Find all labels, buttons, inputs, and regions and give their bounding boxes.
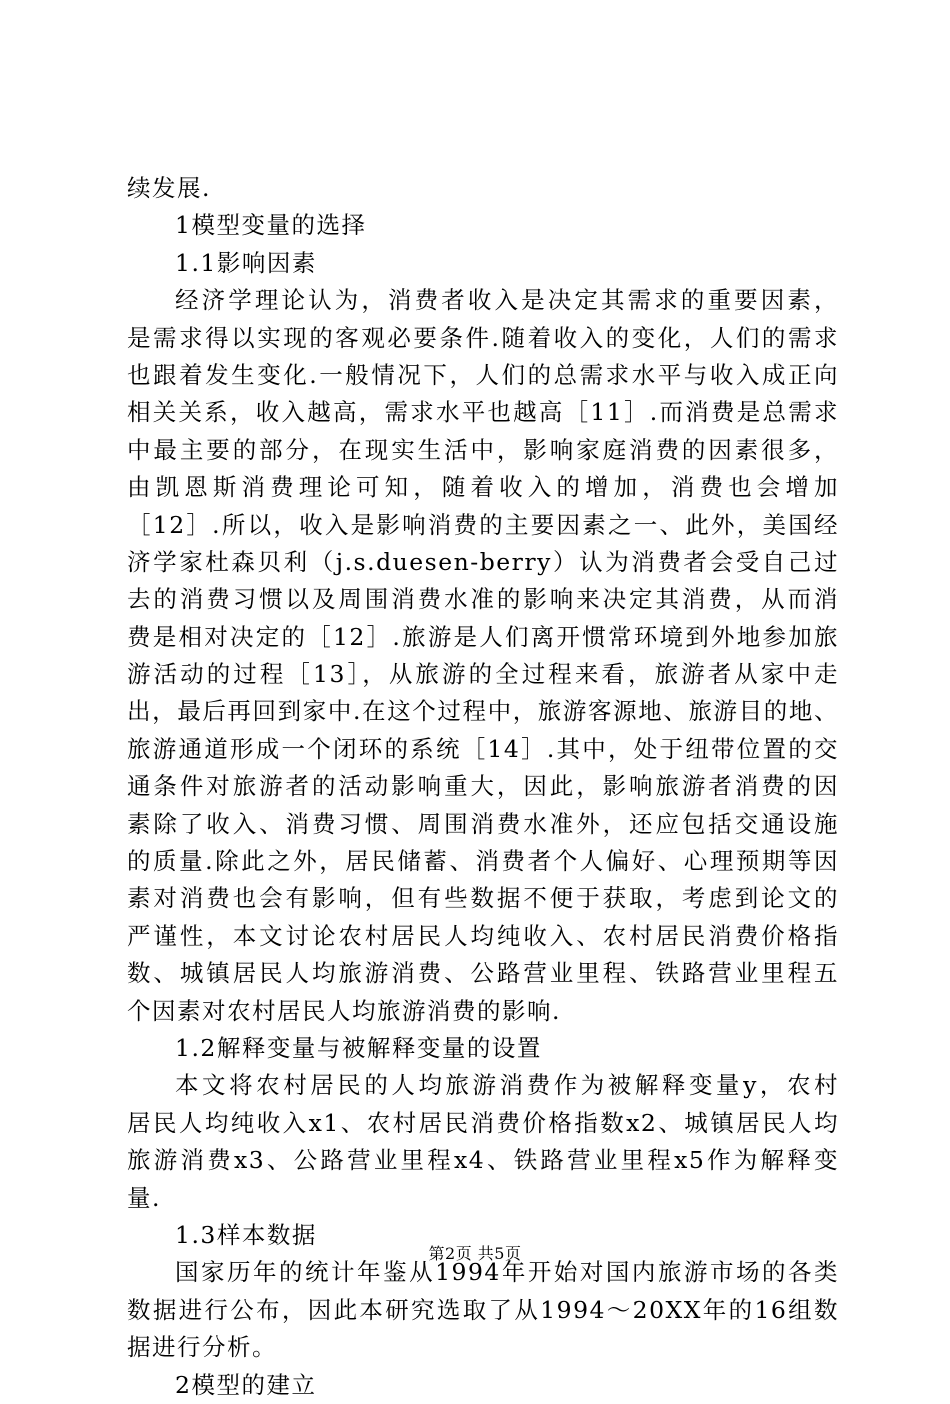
text-line: 出，最后再回到家中.在这个过程中，旅游客源地、旅游目的地、 xyxy=(127,697,839,726)
text-line: 中最主要的部分，在现实生活中，影响家庭消费的因素很多， xyxy=(127,435,839,464)
text-line: 居民人均纯收入x1、农村居民消费价格指数x2、城镇居民人均 xyxy=(127,1108,839,1137)
page-footer: 第2页 共5页 xyxy=(428,1244,522,1263)
text-line: 是需求得以实现的客观必要条件.随着收入的变化，人们的需求 xyxy=(127,323,839,352)
text-line: 量. xyxy=(127,1183,161,1212)
text-line: 通条件对旅游者的活动影响重大，因此，影响旅游者消费的因 xyxy=(127,772,839,801)
text-line: 数据进行公布，因此本研究选取了从1994～20XX年的16组数 xyxy=(127,1295,839,1324)
text-line: 济学家杜森贝利（j.s.duesen-berry）认为消费者会受自己过 xyxy=(127,547,839,576)
text-line: 游活动的过程［13］，从旅游的全过程来看，旅游者从家中走 xyxy=(127,660,839,689)
text-line: 1.2解释变量与被解释变量的设置 xyxy=(175,1033,542,1062)
text-line: 1.1影响因素 xyxy=(175,248,317,277)
text-line: 也跟着发生变化.一般情况下，人们的总需求水平与收入成正向 xyxy=(127,360,839,389)
text-line: 续发展. xyxy=(127,174,211,202)
text-line: 相关关系，收入越高，需求水平也越高［11］.而消费是总需求 xyxy=(127,398,839,427)
text-line: 经济学理论认为，消费者收入是决定其需求的重要因素， xyxy=(175,286,839,315)
text-line: 个因素对农村居民人均旅游消费的影响. xyxy=(127,996,561,1025)
text-line: 据进行分析。 xyxy=(127,1333,277,1362)
text-line: 旅游通道形成一个闭环的系统［14］.其中，处于纽带位置的交 xyxy=(127,734,839,763)
text-line: 1模型变量的选择 xyxy=(175,211,367,240)
text-line: 1.3样本数据 xyxy=(175,1220,317,1249)
text-line: 严谨性，本文讨论农村居民人均纯收入、农村居民消费价格指 xyxy=(127,921,839,950)
text-line: 的质量.除此之外，居民储蓄、消费者个人偏好、心理预期等因 xyxy=(127,847,839,876)
text-line: ［12］.所以，收入是影响消费的主要因素之一、此外，美国经 xyxy=(127,510,839,539)
body-text xyxy=(127,170,839,1404)
text-line: 费是相对决定的［12］.旅游是人们离开惯常环境到外地参加旅 xyxy=(127,622,839,651)
text-line: 素对消费也会有影响，但有些数据不便于获取，考虑到论文的 xyxy=(127,884,839,913)
text-line: 素除了收入、消费习惯、周围消费水准外，还应包括交通设施 xyxy=(127,809,839,838)
text-line: 数、城镇居民人均旅游消费、公路营业里程、铁路营业里程五 xyxy=(127,959,839,988)
text-line: 2模型的建立 xyxy=(175,1370,317,1399)
text-line: 本文将农村居民的人均旅游消费作为被解释变量y，农村 xyxy=(175,1071,839,1100)
text-line: 旅游消费x3、公路营业里程x4、铁路营业里程x5作为解释变 xyxy=(127,1146,839,1175)
text-line: 由凯恩斯消费理论可知，随着收入的增加，消费也会增加 xyxy=(127,473,839,502)
text-line: 国家历年的统计年鉴从1994年开始对国内旅游市场的各类 xyxy=(175,1258,839,1287)
text-line: 去的消费习惯以及周围消费水准的影响来决定其消费，从而消 xyxy=(127,585,839,614)
